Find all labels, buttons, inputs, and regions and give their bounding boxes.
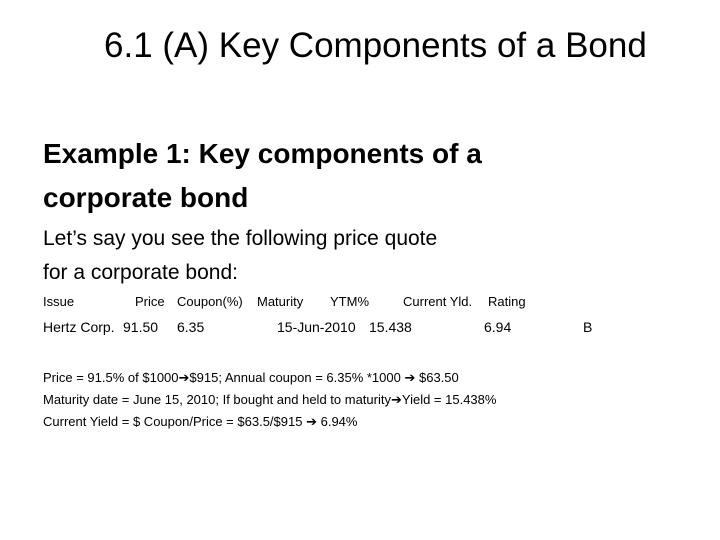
note-price-text: Price = 91.5% of $1000 <box>43 370 179 385</box>
note-yield-text: Yield = 15.438% <box>401 392 497 407</box>
lead-text-line-2: for a corporate bond: <box>43 261 238 284</box>
header-ytm: YTM% <box>330 294 369 309</box>
lead-text <box>43 222 563 290</box>
note-maturity-text: Maturity date = June 15, 2010; If bought and held to maturity <box>43 392 391 407</box>
header-maturity: Maturity <box>257 294 304 309</box>
cell-issue: Hertz Corp. <box>43 319 115 335</box>
example-heading-line-1: Example 1: Key components of a <box>43 138 482 169</box>
example-heading-line-2: corporate bond <box>43 182 249 213</box>
slide-title: 6.1 (A) Key Components of a Bond <box>104 26 647 65</box>
note-current-yield-text: Current Yield = $ Coupon/Price = $63.5/$915 <box>43 414 303 429</box>
right-arrow-icon: ➔ <box>306 414 317 429</box>
header-rating: Rating <box>488 294 526 309</box>
note-line-price <box>43 367 683 389</box>
note-current-yield-value: 6.94% <box>317 414 358 429</box>
header-price: Price <box>135 294 165 309</box>
cell-rating: B <box>583 319 593 335</box>
note-line-maturity <box>43 389 683 411</box>
header-current-yield: Current Yld. <box>403 294 473 309</box>
right-arrow-icon: ➔ <box>390 392 402 407</box>
cell-current-yield: 6.94 <box>484 319 512 335</box>
example-heading <box>43 132 563 220</box>
note-line-current-yield <box>43 411 683 433</box>
cell-coupon: 6.35 <box>177 319 205 335</box>
explanation-notes <box>43 367 683 433</box>
lead-text-line-1: Let’s say you see the following price quote <box>43 227 438 250</box>
right-arrow-icon: ➔ <box>404 370 416 385</box>
right-arrow-icon: ➔ <box>178 370 190 385</box>
header-issue: Issue <box>43 294 75 309</box>
note-coupon-text: $915; Annual coupon = 6.35% *1000 <box>189 370 401 385</box>
cell-maturity: 15-Jun-2010 <box>277 319 356 335</box>
header-coupon: Coupon(%) <box>177 294 243 309</box>
note-coupon-value: $63.50 <box>415 370 459 385</box>
cell-ytm: 15.438 <box>369 319 412 335</box>
cell-price: 91.50 <box>123 319 159 335</box>
